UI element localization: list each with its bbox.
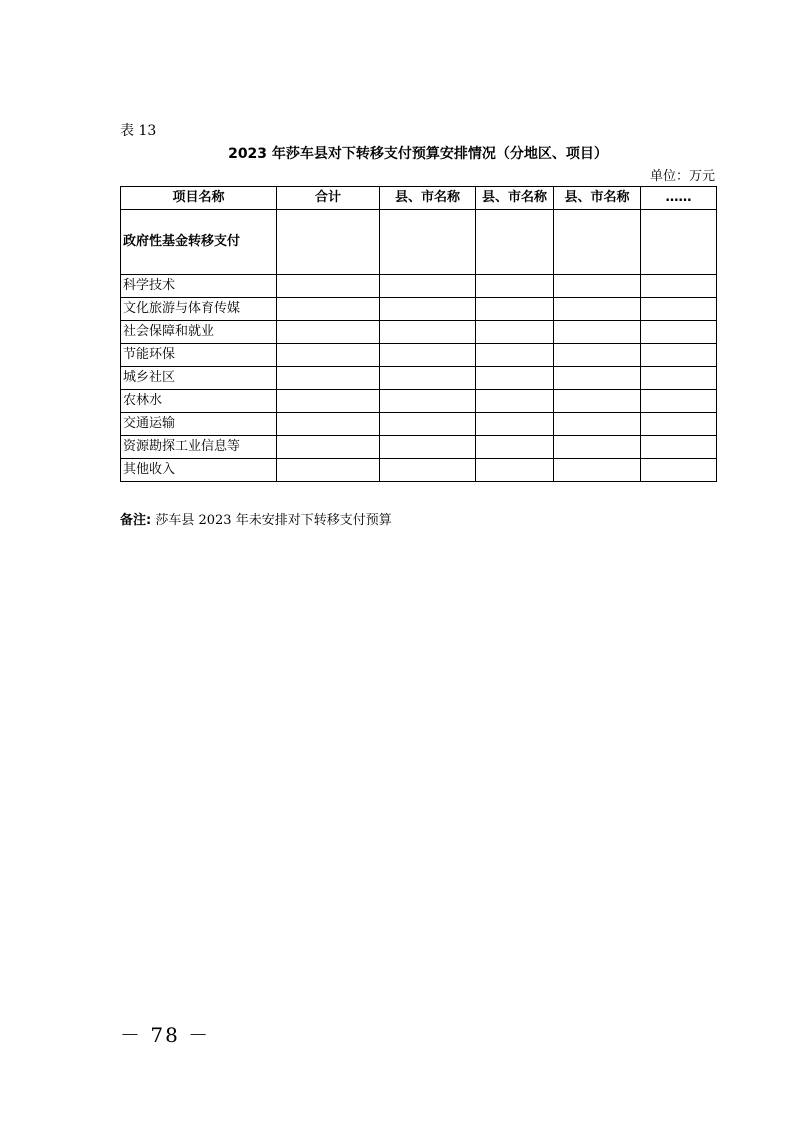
table-cell [380,298,476,321]
budget-table [120,186,717,482]
unit-label: 单位：万元 [649,169,715,184]
table-cell [476,275,554,298]
table-cell [277,298,380,321]
table-cell [380,413,476,436]
table-cell [641,321,717,344]
table-cell [476,436,554,459]
table-row [121,344,717,367]
table-row [121,210,717,275]
table-title: 2023 年莎车县对下转移支付预算安排情况（分地区、项目） [228,146,608,162]
table-cell [641,344,717,367]
header-county-3: 县、市名称 [554,187,641,210]
table-cell [277,436,380,459]
table-cell [277,459,380,482]
table-cell [641,298,717,321]
table-cell [554,413,641,436]
table-cell [554,436,641,459]
header-county-1: 县、市名称 [380,187,476,210]
table-row [121,459,717,482]
table-cell [380,459,476,482]
table-cell [554,321,641,344]
table-cell [380,321,476,344]
table-cell [380,210,476,275]
table-cell [277,413,380,436]
row-label: 城乡社区 [121,367,277,390]
table-row [121,367,717,390]
table-cell [554,298,641,321]
table-cell [641,275,717,298]
table-label: 表 13 [120,123,157,139]
table-cell [476,367,554,390]
table-cell [554,367,641,390]
table-cell [476,413,554,436]
table-cell [476,390,554,413]
table-row [121,298,717,321]
table-row [121,321,717,344]
row-label: 节能环保 [121,344,277,367]
table-cell [476,344,554,367]
row-label: 交通运输 [121,413,277,436]
table-cell [554,459,641,482]
table-cell [476,459,554,482]
table-cell [277,390,380,413]
row-label: 资源勘探工业信息等 [121,436,277,459]
table-cell [277,210,380,275]
table-cell [641,367,717,390]
header-county-2: 县、市名称 [476,187,554,210]
table-cell [277,367,380,390]
table-row [121,436,717,459]
table-cell [476,210,554,275]
row-label: 其他收入 [121,459,277,482]
table-cell [641,459,717,482]
row-label: 农林水 [121,390,277,413]
table-cell [641,413,717,436]
table-cell [380,390,476,413]
table-cell [380,367,476,390]
table-cell [476,321,554,344]
table-cell [554,390,641,413]
table-cell [380,436,476,459]
table-cell [277,344,380,367]
table-row [121,275,717,298]
footnote [120,509,392,528]
table-cell [641,210,717,275]
table-row [121,390,717,413]
table-cell [641,436,717,459]
row-label: 社会保障和就业 [121,321,277,344]
table-cell [554,275,641,298]
table-cell [641,390,717,413]
row-label: 政府性基金转移支付 [121,210,277,275]
table-cell [277,275,380,298]
header-total: 合计 [277,187,380,210]
table-cell [380,275,476,298]
table-header-row [121,187,717,210]
table-cell [554,210,641,275]
row-label: 文化旅游与体育传媒 [121,298,277,321]
table-cell [554,344,641,367]
page-number: － 78 － [120,1023,211,1047]
table-row [121,413,717,436]
footnote-label: 备注: [120,513,152,528]
row-label: 科学技术 [121,275,277,298]
table-cell [380,344,476,367]
header-ellipsis: …… [641,187,717,210]
table-cell [277,321,380,344]
header-item-name: 项目名称 [121,187,277,210]
footnote-text: 莎车县 2023 年未安排对下转移支付预算 [155,513,392,528]
table-cell [476,298,554,321]
